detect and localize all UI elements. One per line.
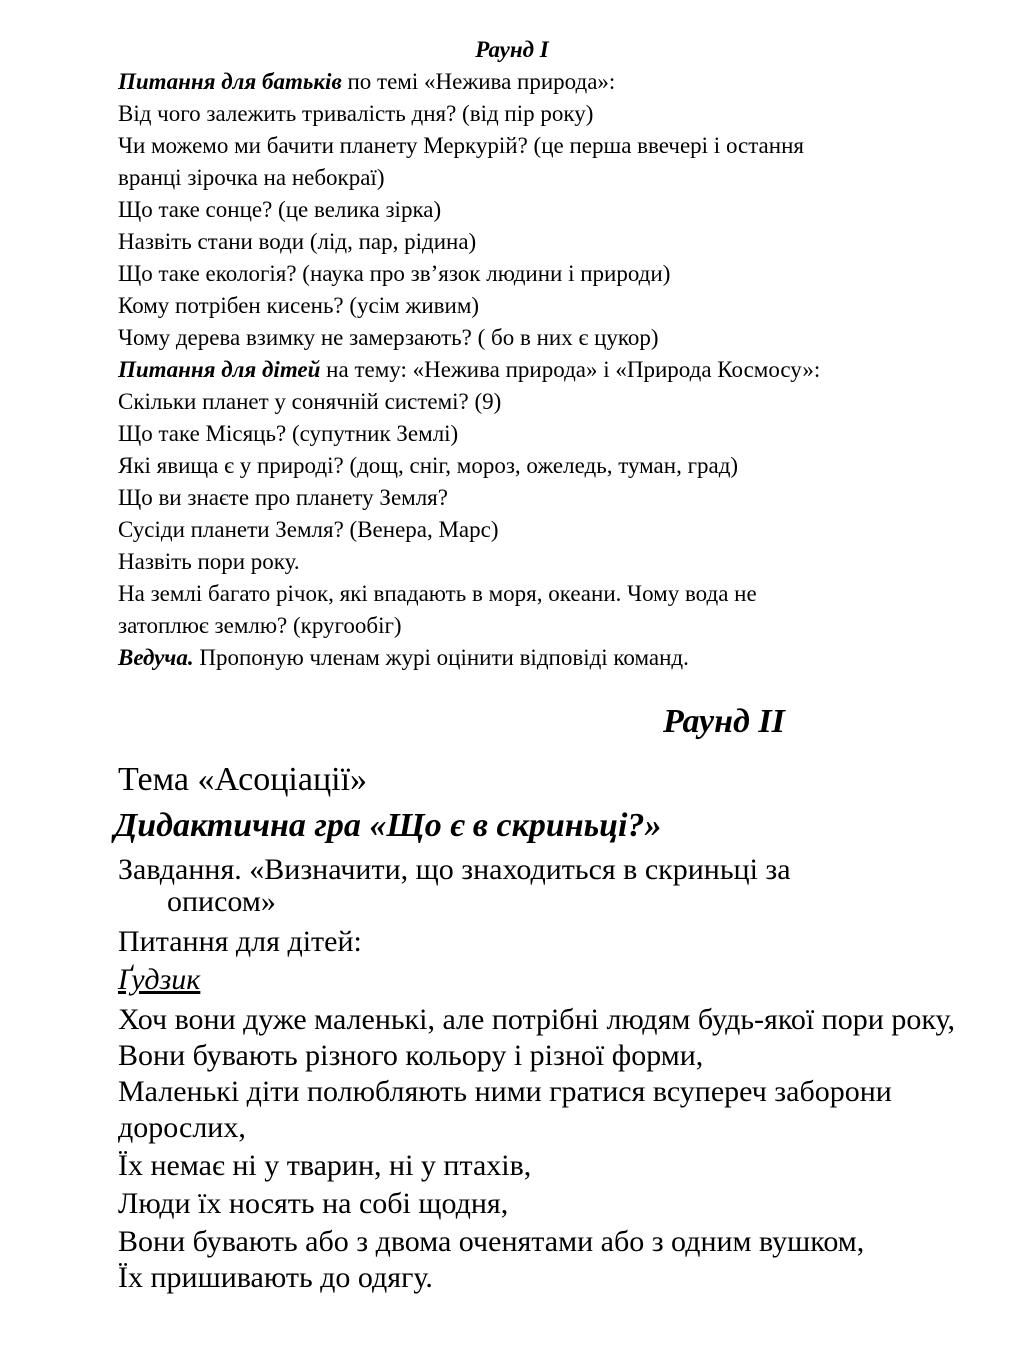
riddle-line: Вони бувають або з двома оченятами або з одним вушком,: [118, 1225, 865, 1258]
children-question: Сусіди планети Земля? (Венера, Марс): [118, 517, 499, 542]
riddle-line: Їх немає ні у тварин, ні у птахів,: [118, 1149, 532, 1182]
parents-intro-rest: по темі «Нежива природа»:: [341, 69, 616, 94]
riddle-line: Люди їх носять на собі щодня,: [118, 1187, 509, 1220]
parents-question: Чи можемо ми бачити планету Меркурій? (це перша ввечері і остання: [118, 133, 804, 158]
riddle-line: дорослих,: [118, 1111, 246, 1144]
riddle-line: Вони бувають різного кольору і різної форми,: [118, 1039, 704, 1072]
riddle-line: Маленькі діти полюбляють ними гратися всупереч заборони: [118, 1075, 892, 1108]
parents-intro: [118, 69, 615, 95]
round2-theme: Тема «Асоціації»: [118, 761, 368, 798]
parents-question: Кому потрібен кисень? (усім живим): [118, 293, 480, 318]
answer-word: Ґудзик: [118, 963, 201, 996]
children-question: Які явища є у природі? (дощ, сніг, мороз, ожеледь, туман, град): [118, 453, 739, 478]
task-line-1: Завдання. «Визначити, що знаходиться в скриньці за: [118, 853, 791, 886]
parents-question: Від чого залежить тривалість дня? (від пір року): [118, 101, 594, 126]
riddle-line: Їх пришивають до одягу.: [118, 1261, 433, 1294]
round2-heading: Раунд II: [663, 703, 785, 740]
host-rest: Пропоную членам журі оцінити відповіді команд.: [193, 645, 689, 670]
children-question-heading: Питання для дітей:: [118, 925, 362, 958]
children-question: Що ви знаєте про планету Земля?: [118, 485, 448, 510]
children-intro-lead: Питання для дітей: [118, 357, 321, 382]
task-line-2: описом»: [167, 885, 276, 918]
riddle-line: Хоч вони дуже маленькі, але потрібні людям будь-якої пори року,: [118, 1003, 955, 1036]
children-question: Назвіть пори року.: [118, 549, 300, 574]
children-intro: [118, 357, 820, 383]
parents-question: вранці зірочка на небокраї): [118, 165, 385, 190]
parents-question: Що таке екологія? (наука про зв’язок людини і природи): [118, 261, 671, 286]
children-question: Скільки планет у сонячній системі? (9): [118, 389, 502, 414]
parents-question: Назвіть стани води (лід, пар, рідина): [118, 229, 477, 254]
round1-heading: Раунд I: [475, 37, 549, 62]
children-question: На землі багато річок, які впадають в моря, океани. Чому вода не: [118, 581, 757, 606]
parents-intro-lead: Питання для батьків: [118, 69, 342, 94]
children-intro-rest: на тему: «Нежива природа» і «Природа Космосу»:: [320, 357, 821, 382]
children-question: Що таке Місяць? (супутник Землі): [118, 421, 459, 446]
host-remark: [118, 645, 689, 671]
parents-question: Чому дерева взимку не замерзають? ( бо в них є цукор): [118, 325, 659, 350]
parents-question: Що таке сонце? (це велика зірка): [118, 197, 442, 222]
game-title: Дидактична гра «Що є в скриньці?»: [114, 807, 662, 844]
host-lead: Ведуча.: [118, 645, 194, 670]
children-question: затоплює землю? (кругообіг): [118, 613, 402, 638]
